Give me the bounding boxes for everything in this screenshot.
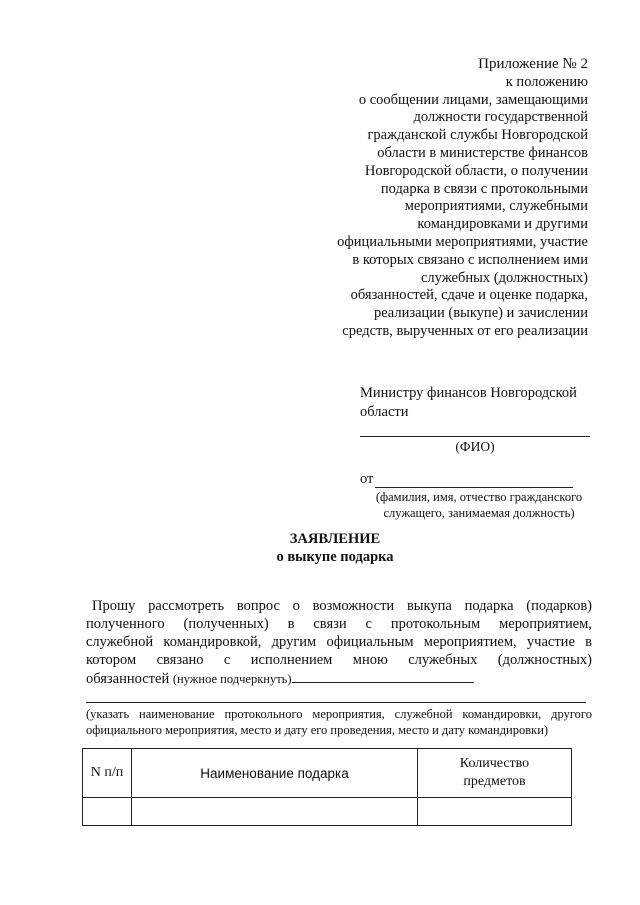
title-heading: ЗАЯВЛЕНИЕ [289, 531, 381, 547]
body-line5-text: обязанностей [86, 670, 170, 687]
from-field [360, 470, 592, 521]
qty-header-line: предметов [463, 774, 526, 789]
body-line: служебной командировкой, другим официальным мероприятием, участие в [86, 633, 592, 650]
table-header-row [83, 749, 572, 798]
col-quantity-header [418, 749, 572, 798]
appendix-header [288, 56, 588, 341]
appendix-line: обязанностей, сдаче и оценке подарка, [350, 287, 588, 304]
body-line: котором связано с исполнением мною служебных (должностных) [86, 651, 592, 668]
appendix-line: Приложение № 2 [478, 56, 588, 72]
body-line [86, 670, 592, 689]
body-line: Прошу рассмотреть вопрос о возможности выкупа подарка (подарков) [92, 598, 592, 614]
application-body [86, 598, 592, 689]
from-blank-line[interactable] [375, 473, 573, 488]
appendix-line: средств, вырученных от его реализации [342, 322, 588, 339]
col-number-header: N п/п [83, 749, 132, 798]
underline-hint: (нужное подчеркнуть) [172, 671, 292, 686]
fio-field [360, 430, 590, 456]
from-note-line: служащего, занимаемая должность) [383, 505, 575, 520]
cell-gift-name[interactable] [132, 798, 418, 826]
appendix-line: в которых связано с исполнением ими [352, 251, 588, 268]
appendix-line: командировками и другими [417, 216, 588, 233]
appendix-line: служебных (должностных) [421, 269, 588, 286]
appendix-line: официальными мероприятиями, участие [337, 233, 588, 250]
appendix-line: должности государственной [413, 109, 588, 126]
from-prefix: от [360, 471, 374, 487]
cell-quantity[interactable] [418, 798, 572, 826]
event-blank-line[interactable] [86, 702, 586, 703]
document-title [0, 530, 640, 566]
cell-number[interactable] [83, 798, 132, 826]
addressee-line: области [360, 404, 409, 420]
from-note [360, 490, 592, 521]
from-note-line: (фамилия, имя, отчество гражданского [375, 490, 583, 504]
fio-label: (ФИО) [455, 439, 495, 454]
addressee-block [360, 384, 592, 422]
appendix-line: гражданской службы Новгородской [367, 127, 588, 144]
gifts-table [82, 748, 572, 826]
qty-header-line: Количество [459, 756, 530, 771]
fio-blank-line[interactable] [360, 430, 590, 437]
appendix-line: реализации (выкупе) и зачислении [373, 305, 588, 322]
title-subheading: о выкупе подарка [276, 549, 394, 565]
appendix-line: о сообщении лицами, замещающими [358, 91, 588, 108]
note-line: официального мероприятия, место и дату его проведения, место и дату командировки) [86, 722, 549, 737]
appendix-line: подарка в связи с протокольными [380, 180, 588, 197]
event-specify-note [86, 707, 592, 738]
addressee-line: Министру финансов Новгородской [360, 385, 577, 401]
appendix-line: мероприятиями, служебными [404, 198, 588, 215]
body-line: полученного (полученных) в связи с протокольным мероприятием, [86, 615, 592, 632]
appendix-line: к положению [505, 73, 588, 90]
appendix-line: области в министерстве финансов [377, 144, 588, 161]
table-row [83, 798, 572, 826]
obligations-blank-line[interactable] [292, 670, 474, 683]
appendix-line: Новгородской области, о получении [364, 162, 588, 179]
note-line: (указать наименование протокольного мероприятия, служебной командировки, другого [86, 707, 592, 721]
col-gift-name-header: Наименование подарка [132, 749, 418, 798]
